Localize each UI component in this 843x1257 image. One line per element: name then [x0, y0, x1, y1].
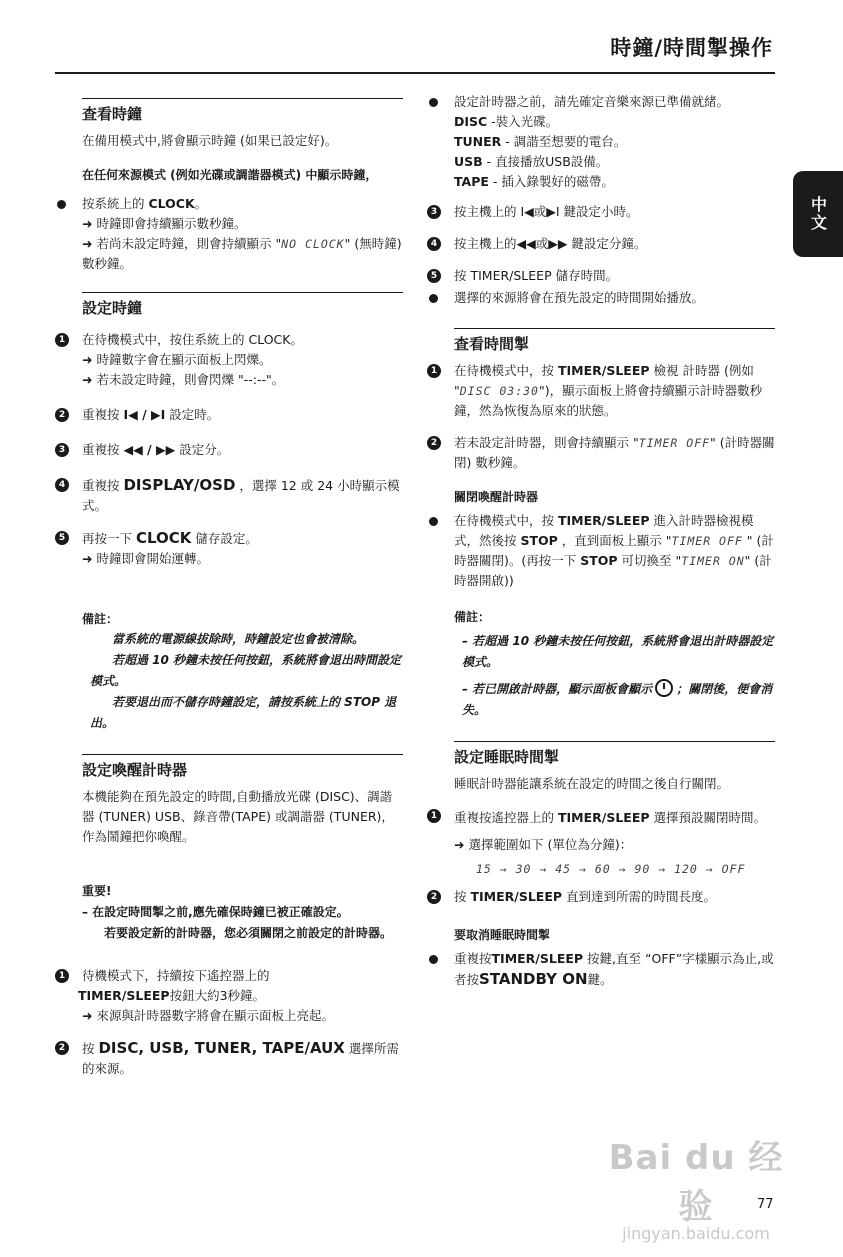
header-divider — [55, 72, 775, 74]
step-number-2-icon: 2 — [55, 408, 69, 422]
text: – 若已開啟計時器，顯示面板會顯示 — [462, 682, 653, 696]
key-timer-sleep: TIMER/SLEEP — [491, 951, 584, 966]
text: 重複按 — [82, 478, 124, 493]
note-text: 若要退出而不儲存時鐘設定，請按系統上的 STOP 退出。 — [90, 695, 397, 730]
text: 設定分。 — [175, 442, 230, 457]
text: 再按一下 — [82, 531, 136, 546]
note-label: 備註： — [82, 612, 119, 626]
view-timer-step-1 — [427, 361, 775, 421]
text: 鍵。 — [587, 972, 613, 987]
lcd-text: TIMER OFF — [671, 534, 743, 548]
key-stop: STOP — [580, 553, 618, 568]
text: 按 — [454, 889, 471, 904]
text: 在待機模式中，按住系統上的 CLOCK。 — [82, 332, 303, 347]
key-timer-sleep: TIMER/SLEEP — [557, 363, 650, 378]
lcd-text: TIMER OFF — [638, 436, 711, 450]
text: ")，顯示面板上將會持續顯示計時器數秒鐘，然為恢復為原來的狀態。 — [454, 383, 763, 418]
text: " (計時器關閉) 數秒鐘。 — [454, 435, 775, 470]
key-timer-sleep: TIMER/SLEEP — [470, 889, 563, 904]
text: 按 TIMER/SLEEP 儲存時間。 — [454, 268, 619, 283]
section-divider — [82, 292, 403, 293]
text: 按系統上的 — [82, 196, 149, 211]
text: " (無時鐘) 數秒鐘。 — [82, 236, 402, 271]
step-number-3-icon: 3 — [427, 205, 441, 219]
step-number-1-icon: 1 — [427, 364, 441, 378]
text: 在待機模式中，按 — [454, 363, 558, 378]
sleep-timer-step-1 — [427, 806, 775, 881]
text: 設定時。 — [165, 407, 220, 422]
text: 待機模式下，持續按下遙控器上的 — [82, 968, 270, 983]
text: ，直到面板上顯示 " — [557, 533, 672, 548]
step-number-2-icon: 2 — [427, 890, 441, 904]
key-prev-next: I◀ / ▶I — [123, 407, 166, 422]
text: - 插入錄製好的磁帶。 — [488, 174, 614, 189]
watermark-logo: Bai du 经验 — [608, 1138, 784, 1227]
sleep-timer-title: 設定睡眠時間掣 — [454, 748, 560, 766]
text: 按鈕大約3秒鐘。 — [169, 988, 266, 1003]
text: 按 — [82, 1041, 99, 1056]
key-timer-sleep: TIMER/SLEEP — [78, 988, 170, 1003]
cancel-wake-bullet — [427, 511, 775, 591]
key-tape: TAPE — [454, 174, 489, 189]
source-tape — [454, 172, 775, 192]
set-clock-title: 設定時鐘 — [82, 299, 143, 317]
set-clock-step-4 — [55, 475, 403, 516]
view-timer-step-2 — [427, 433, 775, 473]
key-sources: DISC, USB, TUNER, TAPE/AUX — [98, 1039, 345, 1057]
text: 儲存設定。 — [191, 531, 258, 546]
language-tab-label: 中文 — [808, 196, 828, 232]
step-number-4-icon: 4 — [427, 237, 441, 251]
view-clock-bullet — [55, 194, 403, 274]
text: 選擇所需的來源。 — [82, 1041, 399, 1076]
text: 重複按 — [454, 951, 492, 966]
key-rew-ff: ◀◀ / ▶▶ — [123, 442, 176, 457]
wake-timer-step-3 — [427, 202, 775, 222]
wake-timer-intro: 本機能夠在預先設定的時間,自動播放光碟 (DISC)、調諧器 (TUNER) USB、錄音帶(TAPE) 或調諧器 (TUNER)，作為鬧鐘把你喚醒。 — [82, 789, 394, 844]
section-divider — [454, 328, 775, 329]
page-title: 時鐘/時間掣操作 — [610, 36, 773, 60]
arrow-note: ➜ 時鐘即會開始運轉。 — [82, 549, 403, 569]
wake-timer-step-1 — [55, 966, 403, 1026]
step-number-2-icon: 2 — [427, 436, 441, 450]
key-standby-on: STANDBY ON — [479, 970, 588, 988]
text: - 調諧至想要的電台。 — [501, 134, 627, 149]
sleep-range: 15 → 30 → 45 → 60 → 90 → 120 → OFF — [476, 862, 746, 876]
text: -裝入光碟。 — [487, 114, 559, 129]
text: 。 — [194, 196, 208, 211]
text: 若未設定計時器，則會持續顯示 " — [454, 435, 639, 450]
text: 按鍵,直至 “OFF”字樣顯示為止,或者按 — [454, 951, 774, 987]
step-number-3-icon: 3 — [55, 443, 69, 457]
wake-timer-step-5 — [427, 266, 775, 286]
step-number-1-icon: 1 — [55, 333, 69, 347]
key-display-osd: DISPLAY/OSD — [123, 476, 236, 494]
wake-timer-step-2 — [55, 1038, 403, 1079]
text: 檢視 計時器 (例如 " — [454, 363, 754, 398]
lcd-text: DISC 03:30 — [459, 384, 539, 398]
bullet-dot-icon — [429, 955, 438, 964]
text: 進入計時器檢視模式，然後按 — [454, 513, 754, 548]
text: 重複按 — [82, 407, 124, 422]
timer-icon — [655, 679, 673, 697]
source-play-bullet — [427, 288, 775, 308]
arrow-note: ➜ 時鐘數字會在顯示面板上閃爍。 — [82, 350, 403, 370]
step-number-1-icon: 1 — [55, 969, 69, 983]
arrow-note — [82, 234, 403, 274]
text: " (計時器開啟)) — [454, 553, 772, 588]
note-label: 備註： — [454, 610, 491, 624]
lcd-text: NO CLOCK — [281, 237, 345, 251]
arrow-note: ➜ 時鐘即會持續顯示數秒鐘。 — [82, 214, 403, 234]
set-clock-step-5 — [55, 528, 403, 569]
view-clock-subtitle: 在任何來源模式 (例如光碟或調諧器模式) 中顯示時鐘， — [82, 168, 378, 182]
text: 可切換至 " — [617, 553, 682, 568]
key-disc: DISC — [454, 114, 488, 129]
language-tab — [793, 171, 843, 257]
note-text: – 若超過 10 秒鐘未按任何按鈕，系統將會退出計時器設定模式。 — [462, 634, 774, 669]
key-timer-sleep: TIMER/SLEEP — [557, 513, 650, 528]
key-stop: STOP — [520, 533, 558, 548]
text: 重複按遙控器上的 — [454, 810, 558, 825]
step-number-2-icon: 2 — [55, 1041, 69, 1055]
bullet-dot-icon — [57, 200, 66, 209]
source-disc — [454, 112, 775, 132]
section-divider — [454, 741, 775, 742]
key-tuner: TUNER — [454, 134, 502, 149]
text: " (計時器關閉)。(再按一下 — [454, 533, 774, 568]
source-check-bullet — [427, 92, 775, 192]
cancel-wake-subtitle: 關閉喚醒計時器 — [454, 490, 539, 504]
bullet-dot-icon — [429, 98, 438, 107]
bullet-dot-icon — [429, 294, 438, 303]
wake-timer-title: 設定喚醒計時器 — [82, 761, 188, 779]
bullet-dot-icon — [429, 517, 438, 526]
text: 重複按 — [82, 442, 124, 457]
text: 按主機上的◀◀或▶▶ 鍵設定分鐘。 — [454, 236, 647, 251]
text — [78, 986, 403, 1006]
section-divider — [82, 754, 403, 755]
text: 選擇的來源將會在預先設定的時間開始播放。 — [454, 290, 705, 305]
set-clock-step-1 — [55, 330, 403, 390]
text: 直到達到所需的時間長度。 — [562, 889, 717, 904]
step-number-4-icon: 4 — [55, 478, 69, 492]
text: 在待機模式中，按 — [454, 513, 558, 528]
view-timer-title: 查看時間掣 — [454, 335, 530, 353]
view-clock-intro: 在備用模式中,將會顯示時鐘 (如果已設定好)。 — [82, 133, 338, 148]
arrow-note: ➜ 來源與計時器數字將會在顯示面板上亮起。 — [82, 1006, 403, 1026]
note-text — [462, 679, 775, 721]
step-number-5-icon: 5 — [427, 269, 441, 283]
section-divider — [82, 98, 403, 99]
right-column — [427, 92, 775, 990]
watermark-url: jingyan.baidu.com — [622, 1224, 770, 1243]
note-text: 當系統的電源線拔除時，時鐘設定也會被清除。 — [112, 632, 365, 646]
sleep-timer-intro: 睡眠計時器能讓系統在設定的時間之後自行關閉。 — [454, 776, 730, 791]
view-clock-title: 查看時鐘 — [82, 105, 143, 123]
arrow-note: ➜ 選擇範圍如下 (單位為分鐘)： — [454, 833, 775, 856]
key-clock: CLOCK — [135, 529, 192, 547]
important-text: – 在設定時間掣之前,應先確保時鐘已被正確設定。 — [82, 905, 349, 919]
cancel-sleep-subtitle: 要取消睡眠時間掣 — [454, 928, 551, 942]
arrow-note: ➜ 若未設定時鐘，則會閃爍 "--:--"。 — [82, 370, 403, 390]
lcd-text: TIMER ON — [681, 554, 745, 568]
text: ；關閉後，便會消失。 — [462, 682, 773, 717]
text: 設定計時器之前，請先確定音樂來源已準備就緒。 — [454, 94, 730, 109]
key-usb: USB — [454, 154, 483, 169]
set-clock-step-2 — [55, 405, 403, 425]
wake-timer-step-4 — [427, 234, 775, 254]
cancel-sleep-bullet — [427, 949, 775, 990]
text: - 直接播放USB設備。 — [482, 154, 609, 169]
text: 按主機上的 I◀或▶I 鍵設定小時。 — [454, 204, 639, 219]
important-text: 若要設定新的計時器，您必須關閉之前設定的計時器。 — [104, 926, 393, 940]
key-clock: CLOCK — [148, 196, 195, 211]
important-label: 重要! — [82, 884, 112, 898]
key-timer-sleep: TIMER/SLEEP — [557, 810, 650, 825]
baidu-watermark — [596, 1130, 796, 1243]
text: 若尚未設定時鐘，則會持續顯示 " — [96, 236, 282, 251]
sleep-timer-step-2 — [427, 887, 775, 907]
source-tuner — [454, 132, 775, 152]
text: 選擇預設關閉時間。 — [649, 810, 767, 825]
set-clock-step-3 — [55, 440, 403, 460]
text: ，選擇 12 或 24 小時顯示模式。 — [82, 478, 400, 513]
page-number: 77 — [757, 1197, 774, 1212]
step-number-1-icon: 1 — [427, 809, 441, 823]
source-usb — [454, 152, 775, 172]
step-number-5-icon: 5 — [55, 531, 69, 545]
left-column — [55, 98, 403, 1079]
note-text: 若超過 10 秒鐘未按任何按鈕，系統將會退出時間設定模式。 — [90, 653, 402, 688]
